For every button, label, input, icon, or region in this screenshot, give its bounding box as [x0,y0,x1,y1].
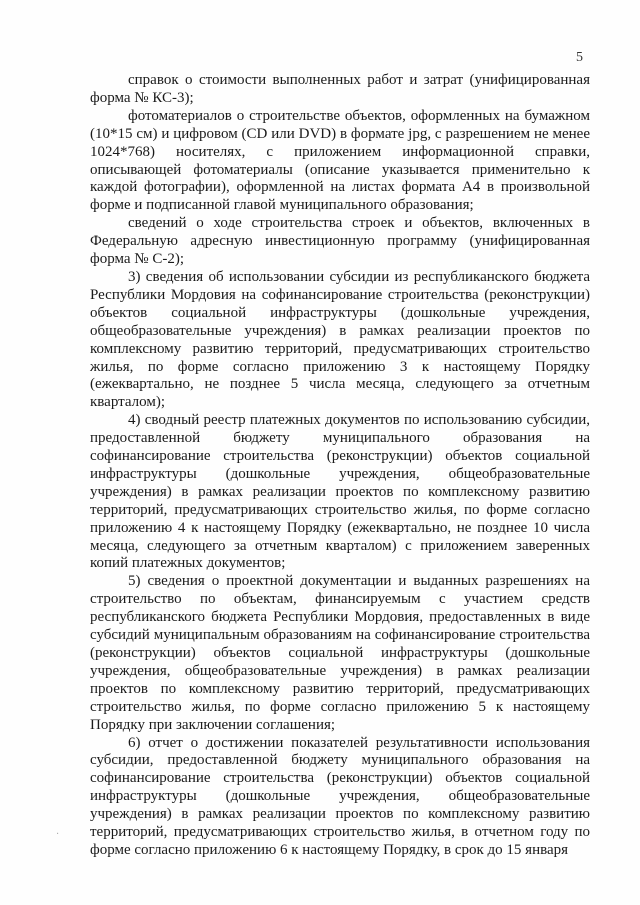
paragraph-item-3: 3) сведения об использовании субсидии из республиканского бюджета Республики Мордовия на софинансирование строительства (реконструкции) объектов социальной инфраструктуры (дошкольные учреждения, общеобразовательные учреждения) в рамках реализации проектов по комплексному развитию территорий, предусматривающих строительство жилья, по форме согласно приложению 3 к настоящему Порядку (ежеквартально, не позднее 5 числа месяца, следующего за отчетным кварталом); [90,268,590,411]
scan-speck: · [56,829,60,840]
paragraph-item-5: 5) сведения о проектной документации и выданных разрешениях на строительство по объектам, финансируемым с участием средств республиканского бюджета Республики Мордовия, предоставленных в виде субсидий муниципальным образованиям на софинансирование строительства (реконструкции) объектов социальной инфраструктуры (дошкольные учреждения, общеобразовательные учреждения) в рамках реализации проектов по комплексному развитию территорий, предусматривающих строительство жилья, по форме согласно приложению 5 к настоящему Порядку при заключении соглашения; [90,573,590,733]
paragraph-construction-progress: сведений о ходе строительства строек и объектов, включенных в Федеральную адресную инвестиционную программу (унифицированная форма № С-2); [90,215,590,268]
page-number: 5 [576,50,583,65]
paragraph-ks3: справок о стоимости выполненных работ и затрат (унифицированная форма № КС-3); [90,72,590,106]
paragraph-item-6: 6) отчет о достижении показателей результативности использования субсидии, предоставленной бюджету муниципального образования на софинансирование строительства (реконструкции) объектов социальной инфраструктуры (дошкольные учреждения, общеобразовательные учреждения) в рамках реализации проектов по комплексному развитию территорий, предусматривающих строительство жилья, в отчетном году по форме согласно приложению 6 к настоящему Порядку, в срок до 15 января [90,734,590,858]
paragraph-photomaterials: фотоматериалов о строительстве объектов, оформленных на бумажном (10*15 см) и цифровом (CD или DVD) в формате jpg, с разрешением не менее 1024*768) носителях, с приложением информационной справки, описывающей фотоматериалы (описание указывается применительно к каждой фотографии), оформленной на листах формата А4 в произвольной форме и подписанной главой муниципального образования; [90,107,590,214]
paragraph-item-4: 4) сводный реестр платежных документов по использованию субсидии, предоставленной бюджету муниципального образования на софинансирование строительства (реконструкции) объектов социальной инфраструктуры (дошкольные учреждения, общеобразовательные учреждения) в рамках реализации проектов по комплексному развитию территорий, предусматривающих строительство жилья, по форме согласно приложению 4 к настоящему Порядку (ежеквартально, не позднее 10 числа месяца, следующего за отчетным кварталом) с приложением заверенных копий платежных документов; [90,412,590,572]
document-body [90,72,590,860]
